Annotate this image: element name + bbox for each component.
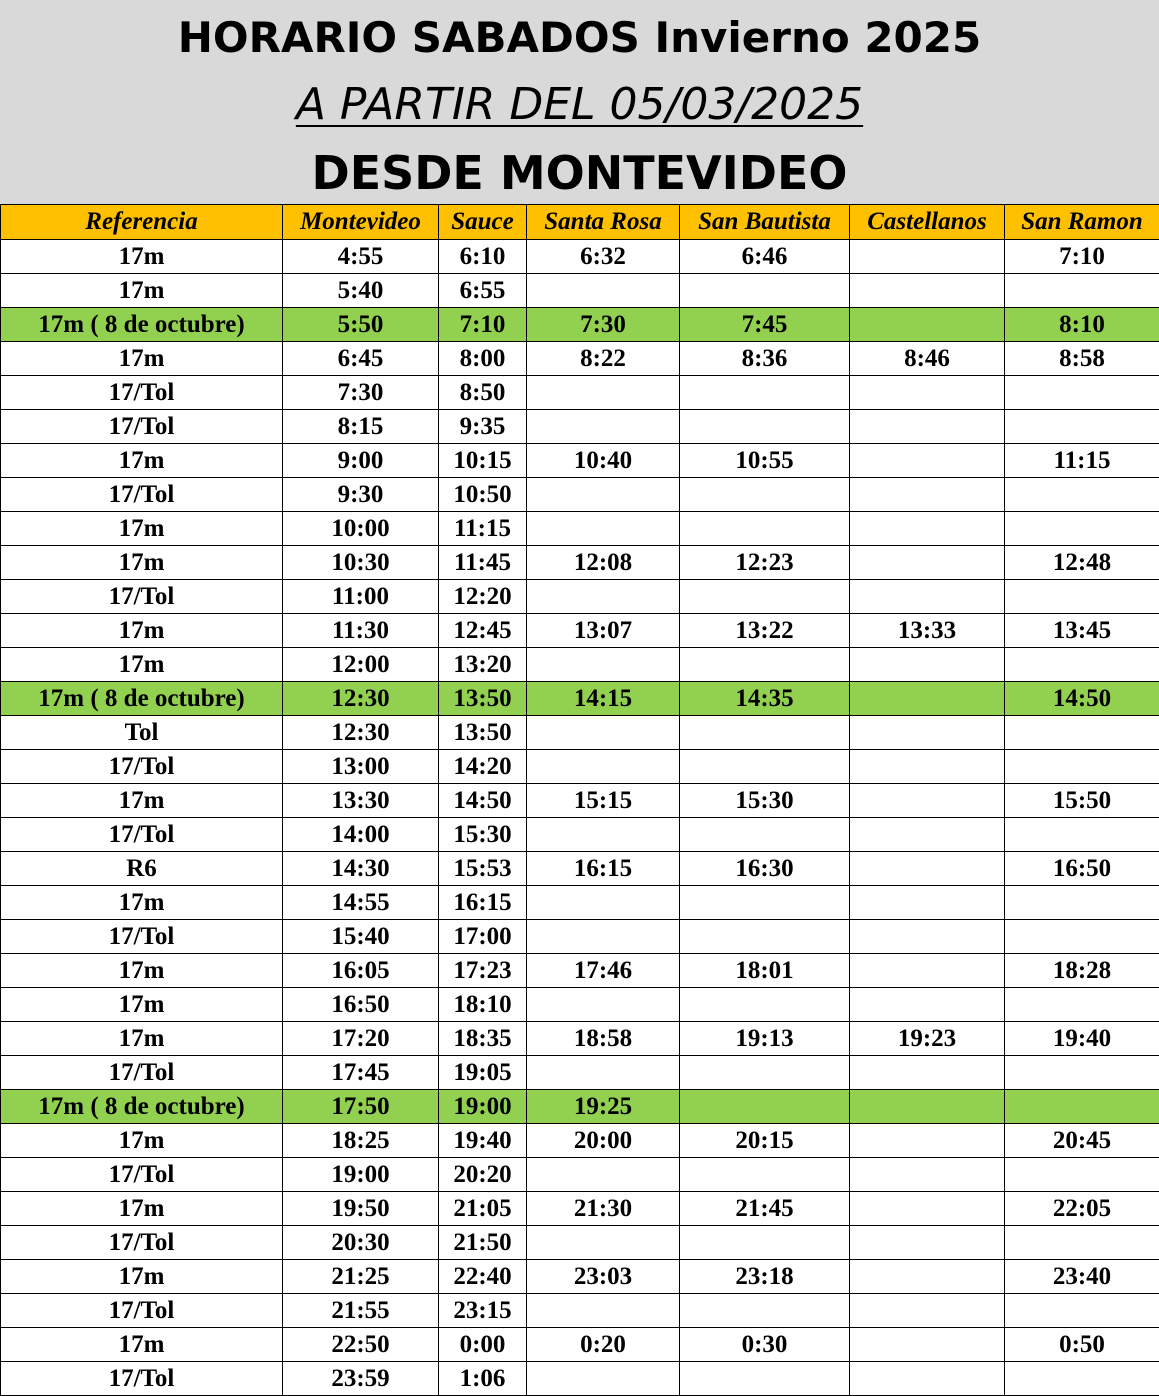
departure-time-cell <box>680 580 850 614</box>
departure-time-cell: 10:55 <box>680 444 850 478</box>
departure-time-cell <box>680 274 850 308</box>
departure-time-cell <box>850 852 1005 886</box>
departure-time-cell: 11:45 <box>439 546 527 580</box>
departure-time-cell <box>527 750 680 784</box>
schedule-table <box>0 204 1159 1396</box>
departure-time-cell <box>527 886 680 920</box>
departure-time-cell <box>527 1226 680 1260</box>
table-row <box>1 342 1159 376</box>
table-row <box>1 1260 1159 1294</box>
highlighted-table-row <box>1 308 1159 342</box>
departure-time-cell <box>680 920 850 954</box>
departure-time-cell: 19:25 <box>527 1090 680 1124</box>
departure-time-cell <box>1005 1362 1159 1396</box>
departure-time-cell: 21:25 <box>283 1260 439 1294</box>
route-reference-cell: 17m <box>1 512 283 546</box>
departure-time-cell: 7:45 <box>680 308 850 342</box>
departure-time-cell: 13:30 <box>283 784 439 818</box>
departure-time-cell: 7:30 <box>527 308 680 342</box>
departure-time-cell: 0:30 <box>680 1328 850 1362</box>
departure-time-cell: 1:06 <box>439 1362 527 1396</box>
departure-time-cell <box>850 1328 1005 1362</box>
departure-time-cell: 12:48 <box>1005 546 1159 580</box>
departure-time-cell <box>850 954 1005 988</box>
origin-heading: DESDE MONTEVIDEO <box>311 146 848 200</box>
table-row <box>1 1158 1159 1192</box>
departure-time-cell: 14:20 <box>439 750 527 784</box>
table-row <box>1 818 1159 852</box>
departure-time-cell: 23:03 <box>527 1260 680 1294</box>
departure-time-cell: 13:50 <box>439 716 527 750</box>
departure-time-cell: 8:50 <box>439 376 527 410</box>
route-reference-cell: Tol <box>1 716 283 750</box>
departure-time-cell: 14:15 <box>527 682 680 716</box>
departure-time-cell: 10:00 <box>283 512 439 546</box>
route-reference-cell: 17m <box>1 614 283 648</box>
departure-time-cell <box>850 1226 1005 1260</box>
route-reference-cell: 17m <box>1 1124 283 1158</box>
departure-time-cell <box>1005 410 1159 444</box>
departure-time-cell <box>850 716 1005 750</box>
departure-time-cell: 20:15 <box>680 1124 850 1158</box>
departure-time-cell: 17:50 <box>283 1090 439 1124</box>
departure-time-cell: 12:00 <box>283 648 439 682</box>
departure-time-cell: 16:30 <box>680 852 850 886</box>
departure-time-cell: 5:50 <box>283 308 439 342</box>
column-header: Santa Rosa <box>527 205 680 240</box>
table-row <box>1 478 1159 512</box>
table-row <box>1 580 1159 614</box>
departure-time-cell: 14:35 <box>680 682 850 716</box>
departure-time-cell: 13:22 <box>680 614 850 648</box>
table-row <box>1 240 1159 274</box>
route-reference-cell: 17m ( 8 de octubre) <box>1 682 283 716</box>
departure-time-cell <box>850 1124 1005 1158</box>
departure-time-cell: 18:58 <box>527 1022 680 1056</box>
departure-time-cell <box>680 750 850 784</box>
departure-time-cell: 15:30 <box>680 784 850 818</box>
departure-time-cell <box>527 1056 680 1090</box>
route-reference-cell: 17m ( 8 de octubre) <box>1 308 283 342</box>
departure-time-cell: 22:40 <box>439 1260 527 1294</box>
departure-time-cell: 13:07 <box>527 614 680 648</box>
departure-time-cell <box>527 648 680 682</box>
table-row <box>1 1022 1159 1056</box>
route-reference-cell: 17/Tol <box>1 920 283 954</box>
departure-time-cell: 16:15 <box>527 852 680 886</box>
departure-time-cell: 17:45 <box>283 1056 439 1090</box>
departure-time-cell: 15:53 <box>439 852 527 886</box>
departure-time-cell: 7:10 <box>1005 240 1159 274</box>
table-row <box>1 648 1159 682</box>
departure-time-cell: 7:30 <box>283 376 439 410</box>
route-reference-cell: 17m <box>1 342 283 376</box>
departure-time-cell <box>850 1192 1005 1226</box>
departure-time-cell: 9:00 <box>283 444 439 478</box>
departure-time-cell: 12:30 <box>283 716 439 750</box>
departure-time-cell: 21:45 <box>680 1192 850 1226</box>
route-reference-cell: 17m ( 8 de octubre) <box>1 1090 283 1124</box>
route-reference-cell: 17m <box>1 546 283 580</box>
departure-time-cell: 8:58 <box>1005 342 1159 376</box>
departure-time-cell: 13:00 <box>283 750 439 784</box>
route-reference-cell: 17m <box>1 648 283 682</box>
route-reference-cell: 17/Tol <box>1 376 283 410</box>
departure-time-cell: 17:46 <box>527 954 680 988</box>
departure-time-cell <box>680 1362 850 1396</box>
schedule-rows <box>1 240 1159 1396</box>
departure-time-cell <box>680 716 850 750</box>
route-reference-cell: 17m <box>1 886 283 920</box>
departure-time-cell: 23:59 <box>283 1362 439 1396</box>
table-row <box>1 410 1159 444</box>
route-reference-cell: 17m <box>1 988 283 1022</box>
departure-time-cell <box>1005 1056 1159 1090</box>
departure-time-cell: 9:30 <box>283 478 439 512</box>
departure-time-cell <box>527 512 680 546</box>
departure-time-cell: 16:15 <box>439 886 527 920</box>
departure-time-cell <box>527 410 680 444</box>
departure-time-cell: 18:01 <box>680 954 850 988</box>
departure-time-cell <box>527 274 680 308</box>
departure-time-cell <box>680 886 850 920</box>
highlighted-table-row <box>1 1090 1159 1124</box>
departure-time-cell: 11:30 <box>283 614 439 648</box>
route-reference-cell: 17/Tol <box>1 410 283 444</box>
departure-time-cell: 14:50 <box>1005 682 1159 716</box>
column-header: Sauce <box>439 205 527 240</box>
departure-time-cell: 12:45 <box>439 614 527 648</box>
departure-time-cell <box>1005 1226 1159 1260</box>
route-reference-cell: 17m <box>1 1192 283 1226</box>
table-row <box>1 1124 1159 1158</box>
departure-time-cell: 6:10 <box>439 240 527 274</box>
departure-time-cell: 15:15 <box>527 784 680 818</box>
departure-time-cell <box>850 444 1005 478</box>
table-row <box>1 886 1159 920</box>
departure-time-cell <box>527 818 680 852</box>
table-row <box>1 614 1159 648</box>
departure-time-cell: 21:55 <box>283 1294 439 1328</box>
route-reference-cell: 17m <box>1 784 283 818</box>
departure-time-cell: 12:30 <box>283 682 439 716</box>
departure-time-cell <box>850 308 1005 342</box>
route-reference-cell: 17m <box>1 240 283 274</box>
departure-time-cell <box>1005 886 1159 920</box>
departure-time-cell: 10:40 <box>527 444 680 478</box>
column-header: Castellanos <box>850 205 1005 240</box>
departure-time-cell <box>850 240 1005 274</box>
departure-time-cell: 8:15 <box>283 410 439 444</box>
departure-time-cell <box>1005 376 1159 410</box>
route-reference-cell: 17m <box>1 444 283 478</box>
departure-time-cell: 13:50 <box>439 682 527 716</box>
route-reference-cell: 17m <box>1 954 283 988</box>
departure-time-cell: 23:18 <box>680 1260 850 1294</box>
departure-time-cell <box>1005 580 1159 614</box>
departure-time-cell: 4:55 <box>283 240 439 274</box>
departure-time-cell <box>680 648 850 682</box>
column-header: Referencia <box>1 205 283 240</box>
effective-date: A PARTIR DEL 05/03/2025 <box>295 79 864 130</box>
route-reference-cell: 17/Tol <box>1 1056 283 1090</box>
departure-time-cell <box>850 920 1005 954</box>
departure-time-cell <box>1005 920 1159 954</box>
departure-time-cell <box>680 1294 850 1328</box>
departure-time-cell: 10:15 <box>439 444 527 478</box>
departure-time-cell: 8:36 <box>680 342 850 376</box>
departure-time-cell: 15:30 <box>439 818 527 852</box>
departure-time-cell <box>680 818 850 852</box>
column-header: San Ramon <box>1005 205 1159 240</box>
table-row <box>1 988 1159 1022</box>
departure-time-cell: 8:22 <box>527 342 680 376</box>
departure-time-cell: 9:35 <box>439 410 527 444</box>
departure-time-cell <box>850 1260 1005 1294</box>
departure-time-cell: 19:40 <box>1005 1022 1159 1056</box>
departure-time-cell <box>680 1056 850 1090</box>
departure-time-cell: 12:20 <box>439 580 527 614</box>
departure-time-cell <box>1005 1090 1159 1124</box>
departure-time-cell: 21:30 <box>527 1192 680 1226</box>
departure-time-cell: 16:50 <box>283 988 439 1022</box>
departure-time-cell <box>1005 478 1159 512</box>
departure-time-cell <box>850 784 1005 818</box>
departure-time-cell <box>527 1362 680 1396</box>
table-row <box>1 274 1159 308</box>
departure-time-cell: 13:45 <box>1005 614 1159 648</box>
table-row <box>1 1328 1159 1362</box>
departure-time-cell: 20:20 <box>439 1158 527 1192</box>
departure-time-cell: 7:10 <box>439 308 527 342</box>
departure-time-cell <box>680 988 850 1022</box>
departure-time-cell: 22:50 <box>283 1328 439 1362</box>
departure-time-cell <box>850 478 1005 512</box>
departure-time-cell <box>680 1226 850 1260</box>
departure-time-cell: 17:20 <box>283 1022 439 1056</box>
route-reference-cell: 17m <box>1 1260 283 1294</box>
departure-time-cell: 8:00 <box>439 342 527 376</box>
departure-time-cell <box>1005 648 1159 682</box>
departure-time-cell: 19:00 <box>283 1158 439 1192</box>
route-reference-cell: 17/Tol <box>1 478 283 512</box>
departure-time-cell: 20:00 <box>527 1124 680 1158</box>
table-row <box>1 1294 1159 1328</box>
departure-time-cell <box>850 1362 1005 1396</box>
departure-time-cell <box>850 682 1005 716</box>
table-row <box>1 750 1159 784</box>
departure-time-cell: 6:45 <box>283 342 439 376</box>
departure-time-cell: 23:40 <box>1005 1260 1159 1294</box>
departure-time-cell: 6:46 <box>680 240 850 274</box>
departure-time-cell <box>680 478 850 512</box>
departure-time-cell <box>680 376 850 410</box>
title-banner <box>0 0 1159 204</box>
route-reference-cell: 17/Tol <box>1 1294 283 1328</box>
departure-time-cell <box>1005 1294 1159 1328</box>
departure-time-cell: 8:10 <box>1005 308 1159 342</box>
departure-time-cell: 19:50 <box>283 1192 439 1226</box>
route-reference-cell: 17/Tol <box>1 750 283 784</box>
departure-time-cell: 21:05 <box>439 1192 527 1226</box>
departure-time-cell: 14:00 <box>283 818 439 852</box>
route-reference-cell: R6 <box>1 852 283 886</box>
departure-time-cell <box>527 580 680 614</box>
departure-time-cell: 6:55 <box>439 274 527 308</box>
table-row <box>1 784 1159 818</box>
route-reference-cell: 17m <box>1 1328 283 1362</box>
departure-time-cell <box>850 1090 1005 1124</box>
departure-time-cell <box>1005 818 1159 852</box>
departure-time-cell <box>680 512 850 546</box>
departure-time-cell: 0:50 <box>1005 1328 1159 1362</box>
departure-time-cell: 17:23 <box>439 954 527 988</box>
table-row <box>1 1192 1159 1226</box>
departure-time-cell: 19:05 <box>439 1056 527 1090</box>
departure-time-cell <box>680 410 850 444</box>
column-header: San Bautista <box>680 205 850 240</box>
departure-time-cell <box>850 648 1005 682</box>
departure-time-cell: 14:50 <box>439 784 527 818</box>
departure-time-cell <box>850 376 1005 410</box>
table-row <box>1 444 1159 478</box>
departure-time-cell: 22:05 <box>1005 1192 1159 1226</box>
departure-time-cell: 13:20 <box>439 648 527 682</box>
departure-time-cell: 18:28 <box>1005 954 1159 988</box>
departure-time-cell <box>680 1158 850 1192</box>
departure-time-cell: 10:50 <box>439 478 527 512</box>
table-row <box>1 954 1159 988</box>
departure-time-cell <box>527 988 680 1022</box>
departure-time-cell: 0:20 <box>527 1328 680 1362</box>
table-row <box>1 1362 1159 1396</box>
route-reference-cell: 17/Tol <box>1 1158 283 1192</box>
departure-time-cell <box>850 1294 1005 1328</box>
departure-time-cell: 13:33 <box>850 614 1005 648</box>
departure-time-cell <box>1005 750 1159 784</box>
departure-time-cell: 17:00 <box>439 920 527 954</box>
column-header: Montevideo <box>283 205 439 240</box>
departure-time-cell: 23:15 <box>439 1294 527 1328</box>
table-row <box>1 1056 1159 1090</box>
highlighted-table-row <box>1 682 1159 716</box>
departure-time-cell <box>527 1158 680 1192</box>
departure-time-cell <box>1005 716 1159 750</box>
departure-time-cell <box>850 988 1005 1022</box>
departure-time-cell <box>1005 512 1159 546</box>
departure-time-cell: 20:30 <box>283 1226 439 1260</box>
route-reference-cell: 17/Tol <box>1 818 283 852</box>
departure-time-cell <box>527 920 680 954</box>
departure-time-cell <box>850 818 1005 852</box>
route-reference-cell: 17/Tol <box>1 1226 283 1260</box>
departure-time-cell: 18:35 <box>439 1022 527 1056</box>
departure-time-cell: 11:15 <box>1005 444 1159 478</box>
departure-time-cell: 14:55 <box>283 886 439 920</box>
departure-time-cell: 20:45 <box>1005 1124 1159 1158</box>
departure-time-cell: 19:23 <box>850 1022 1005 1056</box>
departure-time-cell <box>1005 1158 1159 1192</box>
table-row <box>1 920 1159 954</box>
departure-time-cell: 16:05 <box>283 954 439 988</box>
departure-time-cell: 11:00 <box>283 580 439 614</box>
departure-time-cell <box>527 716 680 750</box>
table-row <box>1 512 1159 546</box>
departure-time-cell <box>1005 988 1159 1022</box>
table-row <box>1 852 1159 886</box>
departure-time-cell: 15:50 <box>1005 784 1159 818</box>
departure-time-cell <box>527 478 680 512</box>
departure-time-cell: 18:10 <box>439 988 527 1022</box>
schedule-title: HORARIO SABADOS Invierno 2025 <box>177 13 982 62</box>
departure-time-cell: 21:50 <box>439 1226 527 1260</box>
departure-time-cell: 8:46 <box>850 342 1005 376</box>
route-reference-cell: 17m <box>1 274 283 308</box>
departure-time-cell <box>527 1294 680 1328</box>
departure-time-cell <box>850 1158 1005 1192</box>
departure-time-cell: 11:15 <box>439 512 527 546</box>
departure-time-cell: 12:23 <box>680 546 850 580</box>
departure-time-cell: 19:00 <box>439 1090 527 1124</box>
departure-time-cell: 14:30 <box>283 852 439 886</box>
table-row <box>1 376 1159 410</box>
table-row <box>1 716 1159 750</box>
departure-time-cell <box>850 274 1005 308</box>
departure-time-cell <box>850 512 1005 546</box>
departure-time-cell: 19:13 <box>680 1022 850 1056</box>
departure-time-cell: 12:08 <box>527 546 680 580</box>
table-row <box>1 546 1159 580</box>
departure-time-cell <box>850 750 1005 784</box>
departure-time-cell: 10:30 <box>283 546 439 580</box>
departure-time-cell: 0:00 <box>439 1328 527 1362</box>
departure-time-cell: 6:32 <box>527 240 680 274</box>
route-reference-cell: 17/Tol <box>1 580 283 614</box>
departure-time-cell <box>850 410 1005 444</box>
departure-time-cell <box>850 546 1005 580</box>
route-reference-cell: 17m <box>1 1022 283 1056</box>
departure-time-cell <box>850 886 1005 920</box>
departure-time-cell: 16:50 <box>1005 852 1159 886</box>
departure-time-cell: 19:40 <box>439 1124 527 1158</box>
departure-time-cell <box>527 376 680 410</box>
column-header-row <box>1 205 1159 240</box>
departure-time-cell <box>850 1056 1005 1090</box>
departure-time-cell: 15:40 <box>283 920 439 954</box>
departure-time-cell: 18:25 <box>283 1124 439 1158</box>
departure-time-cell <box>680 1090 850 1124</box>
route-reference-cell: 17/Tol <box>1 1362 283 1396</box>
departure-time-cell: 5:40 <box>283 274 439 308</box>
departure-time-cell <box>1005 274 1159 308</box>
table-row <box>1 1226 1159 1260</box>
departure-time-cell <box>850 580 1005 614</box>
